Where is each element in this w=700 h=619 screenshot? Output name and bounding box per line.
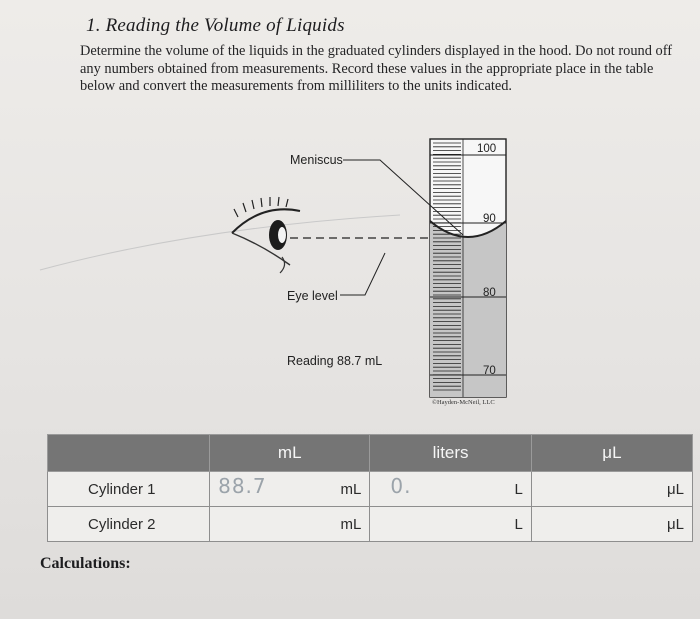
ml-cell-cylinder-2[interactable]: [210, 507, 370, 542]
ml-cell-cylinder-1[interactable]: [210, 472, 370, 507]
header-blank: [48, 435, 210, 472]
row-label-cylinder-1: Cylinder 1: [48, 472, 210, 507]
liters-cell-cylinder-1[interactable]: [370, 472, 531, 507]
ul-unit: μL: [667, 515, 684, 533]
meniscus-figure: [0, 125, 700, 425]
scale-label-100: 100: [477, 143, 497, 155]
header-ml: mL: [210, 435, 370, 472]
eye-icon: [232, 197, 300, 273]
scale-label-80: 80: [483, 287, 496, 299]
handwritten-liters-value: 0.: [390, 474, 412, 498]
sight-line: [40, 215, 400, 270]
eye-level-leader: [340, 253, 385, 295]
section-title: 1. Reading the Volume of Liquids: [86, 15, 345, 36]
ml-unit: mL: [340, 480, 362, 498]
copyright-notice: ©Hayden-McNeil, LLC: [432, 399, 495, 406]
meniscus-label: Meniscus: [290, 153, 343, 167]
graduated-cylinder: [430, 139, 506, 397]
table-row: [48, 472, 693, 507]
ml-unit: mL: [340, 515, 362, 533]
reading-label: Reading 88.7 mL: [287, 354, 383, 368]
table-row: [48, 507, 693, 542]
handwritten-ml-value: 88.7: [218, 474, 267, 498]
scale-label-90: 90: [483, 213, 496, 225]
liters-unit: L: [514, 515, 523, 533]
liters-unit: L: [514, 480, 523, 498]
volume-table: [47, 434, 693, 542]
eye-level-label: Eye level: [287, 289, 338, 303]
ul-unit: μL: [667, 480, 684, 498]
ul-cell-cylinder-2[interactable]: [531, 507, 692, 542]
calculations-label: Calculations:: [40, 555, 131, 572]
ul-cell-cylinder-1[interactable]: [531, 472, 692, 507]
header-ul: μL: [531, 435, 692, 472]
liters-cell-cylinder-2[interactable]: [370, 507, 531, 542]
scale-label-70: 70: [483, 365, 496, 377]
instructions-text: Determine the volume of the liquids in the graduated cylinders displayed in the hood. Do not round off any numbers obtained from measurements. Record these values in the appropriate place in the table below and convert the measurements from milliliters to the units indicated.: [80, 43, 673, 94]
row-label-cylinder-2: Cylinder 2: [48, 507, 210, 542]
table-header-row: [48, 435, 693, 472]
figure-drawing: [0, 125, 700, 425]
header-liters: liters: [370, 435, 531, 472]
